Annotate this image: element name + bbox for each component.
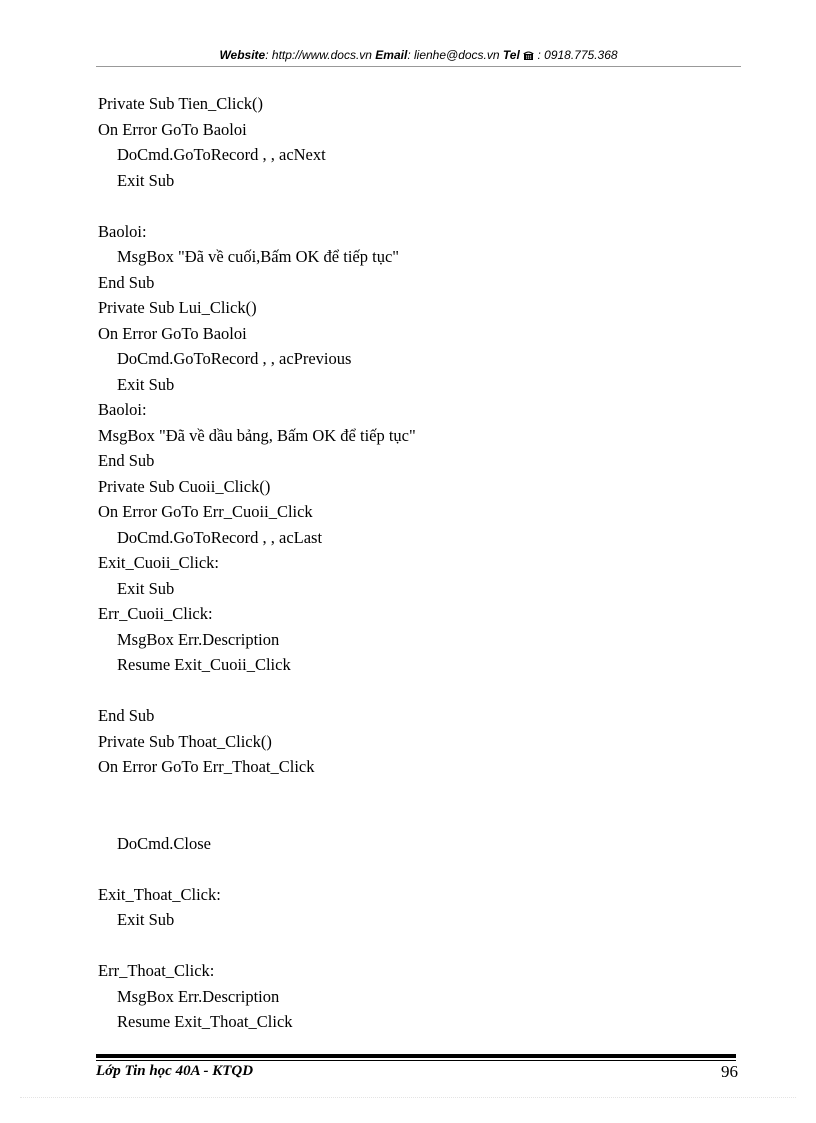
code-line: MsgBox Err.Description [117, 986, 280, 1006]
email-label: Email [375, 48, 408, 62]
code-line: Err_Thoat_Click: [98, 961, 215, 980]
footer-class-label: Lớp Tin học 40A - KTQD [96, 1063, 254, 1079]
header-divider [96, 66, 741, 67]
page-number: 96 [721, 1062, 738, 1081]
code-line: MsgBox "Đã về cuối,Bấm OK để tiếp tục" [117, 247, 400, 266]
tel-label: Tel [502, 48, 520, 62]
blank-line [98, 193, 738, 219]
page-header [96, 48, 741, 62]
code-line: End Sub [98, 272, 155, 292]
email-value: : lienhe@docs.vn [407, 48, 500, 62]
code-line: Private Sub Thoat_Click() [98, 731, 272, 751]
website-value: : http://www.docs.vn [265, 48, 372, 62]
code-line: Baoloi: [98, 400, 147, 419]
code-line: Private Sub Cuoii_Click() [98, 476, 271, 496]
code-line: Exit Sub [117, 910, 175, 929]
blank-line [98, 856, 738, 882]
code-line: Exit_Thoat_Click: [98, 884, 221, 904]
website-label: Website [219, 48, 266, 62]
code-line: DoCmd.Close [117, 833, 211, 853]
blank-line [98, 933, 738, 959]
code-line: DoCmd.GoToRecord , , acLast [117, 527, 323, 547]
code-line: Exit Sub [117, 374, 175, 394]
code-line: MsgBox "Đã về dầu bảng, Bấm OK để tiếp tục" [98, 425, 416, 445]
blank-line [98, 780, 738, 806]
code-line: On Error GoTo Err_Thoat_Click [98, 757, 315, 776]
footer-divider-thin [96, 1060, 736, 1061]
code-line: On Error GoTo Err_Cuoii_Click [98, 502, 313, 521]
code-line: On Error GoTo Baoloi [98, 119, 247, 139]
code-line: End Sub [98, 706, 155, 725]
page-bottom-border [20, 1097, 796, 1098]
tel-value: : 0918.775.368 [537, 48, 618, 62]
code-line: Private Sub Lui_Click() [98, 298, 257, 317]
code-line: DoCmd.GoToRecord , , acNext [117, 145, 326, 164]
code-line: Exit Sub [117, 170, 175, 190]
code-line: Resume Exit_Cuoii_Click [117, 655, 291, 674]
code-line: End Sub [98, 451, 155, 470]
code-line: MsgBox Err.Description [117, 629, 280, 649]
code-line: Private Sub Tien_Click() [98, 94, 264, 113]
footer-divider-thick [96, 1054, 736, 1058]
code-line: Resume Exit_Thoat_Click [117, 1012, 293, 1031]
code-line: Exit_Cuoii_Click: [98, 553, 220, 572]
blank-line [98, 805, 738, 831]
code-listing [98, 91, 738, 1035]
code-line: On Error GoTo Baoloi [98, 323, 247, 343]
blank-line [98, 678, 738, 704]
phone-icon [523, 48, 537, 62]
code-line: Exit Sub [117, 578, 175, 598]
code-line: Baoloi: [98, 221, 147, 241]
code-line: DoCmd.GoToRecord , , acPrevious [117, 349, 352, 368]
code-line: Err_Cuoii_Click: [98, 604, 213, 623]
